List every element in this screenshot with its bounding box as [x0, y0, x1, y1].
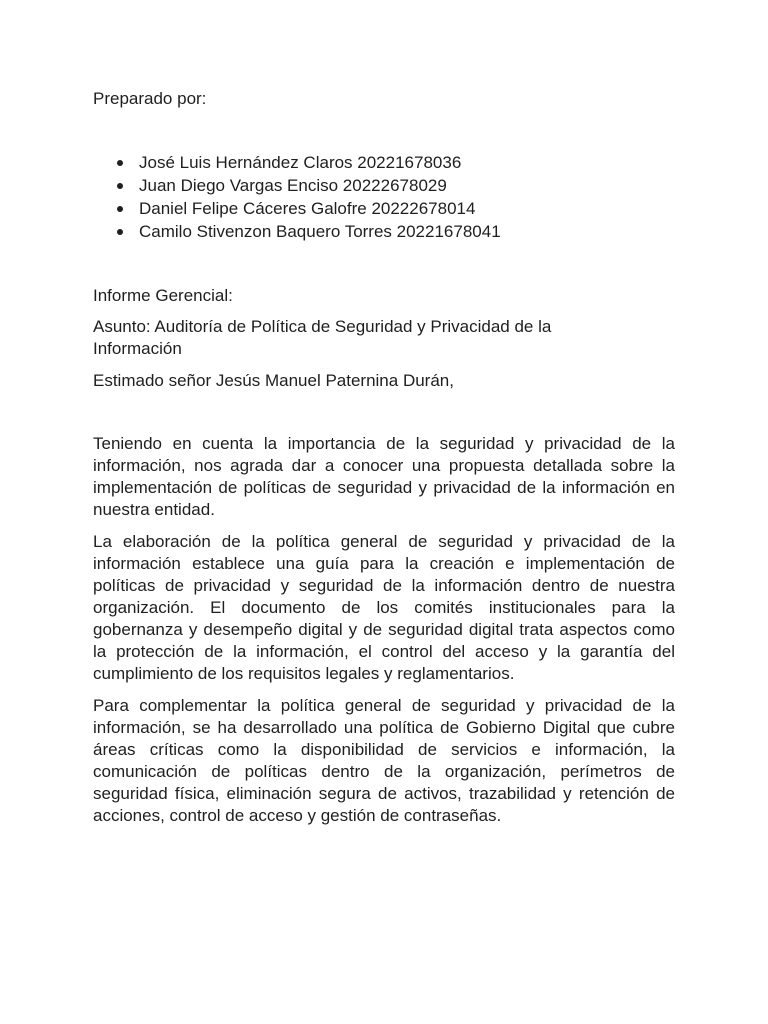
author-item — [93, 197, 501, 220]
report-title: Informe Gerencial: — [93, 286, 233, 305]
author-name: Daniel Felipe Cáceres Galofre 20222678014 — [139, 199, 476, 218]
author-item — [93, 174, 501, 197]
greeting: Estimado señor Jesús Manuel Paternina Durán, — [93, 371, 454, 390]
bullet-icon — [117, 183, 123, 189]
author-name: Camilo Stivenzon Baquero Torres 20221678041 — [139, 222, 501, 241]
bullet-icon — [117, 206, 123, 212]
bullet-icon — [117, 160, 123, 166]
body-paragraph: Para complementar la política general de seguridad y privacidad de la información, se ha desarrollado una política de Gobierno Digital que cubre áreas críticas como la disponibilidad de servicios e información, la comunicación de políticas dentro de la organización, perímetros de seguridad física, eliminación segura de activos, trazabilidad y retención de acciones, control de acceso y gestión de contraseñas. — [93, 696, 675, 825]
bullet-icon — [117, 229, 123, 235]
body-paragraph: Teniendo en cuenta la importancia de la seguridad y privacidad de la información, nos agrada dar a conocer una propuesta detallada sobre la implementación de políticas de seguridad y privacidad de la información en nuestra entidad. — [93, 434, 675, 519]
body-paragraph: La elaboración de la política general de seguridad y privacidad de la información establece una guía para la creación e implementación de políticas de privacidad y seguridad de la información dentro de nuestra organización. El documento de los comités institucionales para la gobernanza y desempeño digital y de seguridad digital trata aspectos como la protección de la información, el control del acceso y la garantía del cumplimiento de los requisitos legales y reglamentarios. — [93, 532, 675, 683]
author-item — [93, 151, 501, 174]
author-name: José Luis Hernández Claros 20221678036 — [139, 153, 462, 172]
authors-list — [93, 151, 501, 243]
prepared-by-label: Preparado por: — [93, 89, 207, 108]
author-item — [93, 220, 501, 243]
author-name: Juan Diego Vargas Enciso 20222678029 — [139, 176, 447, 195]
subject-line: Asunto: Auditoría de Política de Seguridad y Privacidad de la Información — [93, 317, 552, 358]
